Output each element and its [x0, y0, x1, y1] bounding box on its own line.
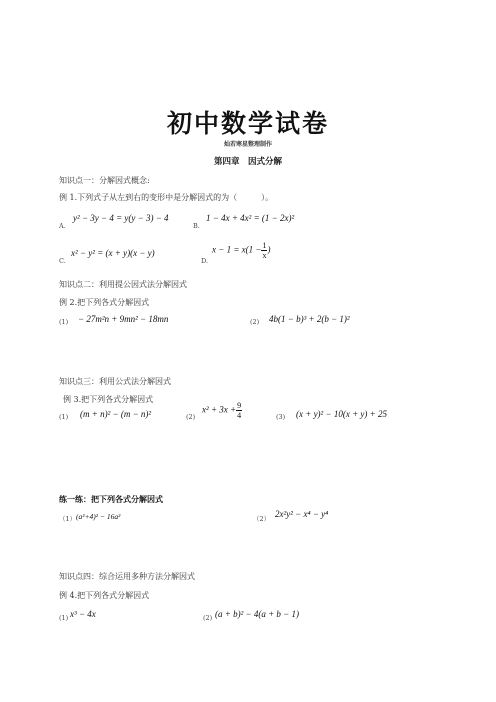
- kp3-p2-left: x² + 3x +: [202, 404, 237, 415]
- practice-p1-expr: (a²+4)² − 16a²: [76, 512, 121, 521]
- kp2-p2-label: (2): [250, 318, 260, 326]
- kp4-p1-label: (1): [59, 614, 69, 622]
- kp4-p2-expr: (a + b)² − 4(a + b − 1): [215, 609, 299, 619]
- option-c-label: C.: [59, 257, 66, 265]
- chapter-heading: 第四章 因式分解: [213, 157, 282, 167]
- kp3-example: 例 3.把下列各式分解因式: [63, 395, 154, 404]
- kp2-example: 例 2.把下列各式分解因式: [59, 298, 150, 307]
- kp4-heading: 知识点四：综合运用多种方法分解因式: [59, 572, 195, 581]
- kp3-p1-label: (1): [59, 413, 69, 421]
- option-a-expr: y² − 3y − 4 = y(y − 3) − 4: [73, 213, 169, 223]
- option-d-denominator: x: [262, 251, 267, 260]
- option-c-expr: x² − y² = (x + y)(x − y): [71, 248, 155, 258]
- option-b-label: B.: [193, 222, 200, 230]
- kp3-heading: 知识点三：利用公式法分解因式: [59, 377, 171, 386]
- option-d-expr: [212, 241, 270, 260]
- option-d-numerator: 1: [262, 241, 267, 250]
- practice-p2-expr: 2x²y² − x⁴ − y⁴: [275, 509, 329, 519]
- practice-p2-label: （2）: [253, 515, 271, 523]
- kp2-heading: 知识点二：利用提公因式法分解因式: [59, 280, 187, 289]
- kp3-p2-numerator: 9: [237, 401, 242, 410]
- kp3-p3-expr: (x + y)² − 10(x + y) + 25: [296, 409, 387, 419]
- kp4-p1-expr: x³ − 4x: [70, 609, 96, 619]
- option-d-left: x − 1 = x(1 −: [212, 244, 262, 255]
- kp3-p2-label: (2): [186, 413, 196, 421]
- kp3-p3-label: (3): [276, 413, 286, 421]
- kp2-p2-expr: 4b(1 − b)³ + 2(b − 1)²: [269, 314, 350, 324]
- kp2-p1-expr: − 27m²n + 9mn² − 18mn: [78, 314, 169, 324]
- practice-heading: 练一练：把下列各式分解因式: [59, 494, 163, 504]
- kp1-example: 例 1.下列式子从左到右的变形中是分解因式的为（ ）。: [59, 193, 274, 202]
- option-a-label: A.: [59, 222, 66, 230]
- kp3-p2-fraction: [236, 401, 242, 420]
- option-d-label: D.: [201, 257, 209, 265]
- option-b-expr: 1 − 4x + 4x² = (1 − 2x)²: [206, 213, 295, 223]
- kp3-p1-expr: (m + n)² − (m − n)²: [80, 409, 152, 419]
- page-subtitle: 灿若寒星整理制作: [223, 141, 272, 148]
- page-title: 初中数学试卷: [166, 109, 329, 138]
- kp4-example: 例 4.把下列各式分解因式: [59, 591, 150, 600]
- kp2-p1-label: (1): [59, 318, 69, 326]
- kp4-p2-label: (2): [203, 614, 213, 622]
- kp1-heading: 知识点一：分解因式概念:: [59, 176, 150, 185]
- option-d-right: ): [267, 244, 271, 255]
- practice-p1-label: （1）: [59, 515, 77, 523]
- kp3-p2-expr: [202, 401, 242, 420]
- kp3-p2-denominator: 4: [237, 411, 242, 420]
